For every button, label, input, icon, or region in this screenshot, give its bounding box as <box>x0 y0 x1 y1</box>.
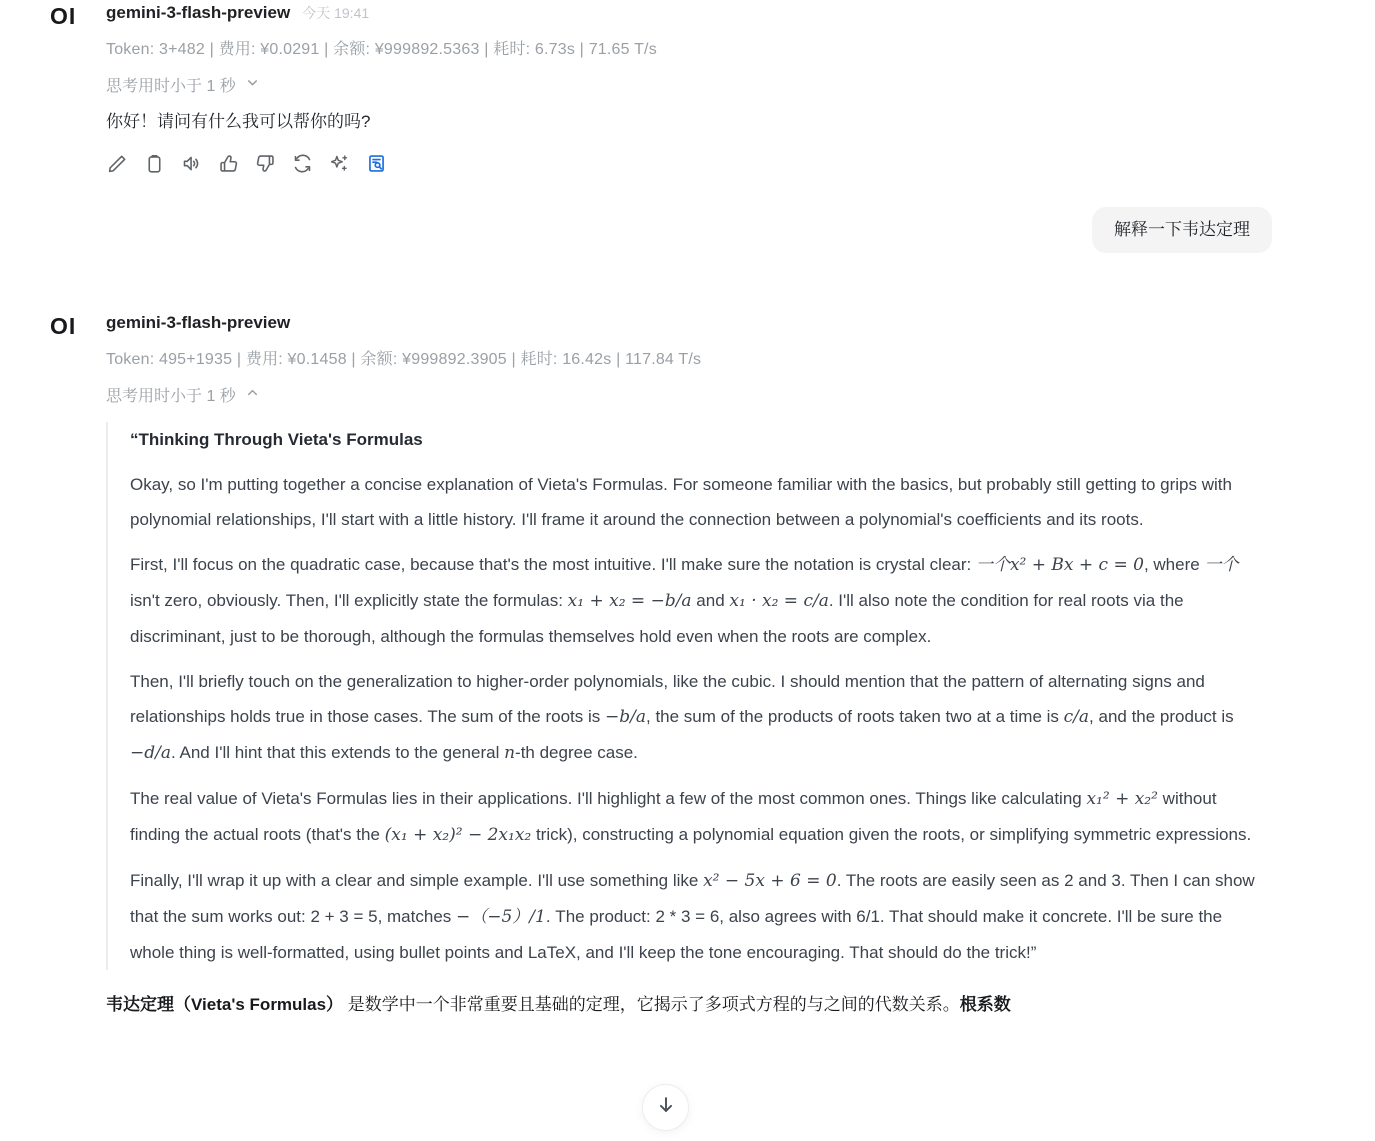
chevron-up-icon <box>245 385 260 405</box>
assistant-avatar: OI <box>50 313 77 339</box>
thinking-paragraph: Okay, so I'm putting together a concise explanation of Vieta's Formulas. For someone familiar with the basics, but probably still getting to grips with polynomial relationships, I'll start with a little history. I'll frame it around the connection between a polynomial's coefficients and its roots. <box>130 475 1232 529</box>
thinking-toggle[interactable] <box>106 73 260 96</box>
edit-icon[interactable] <box>106 152 128 174</box>
copy-icon[interactable] <box>143 152 165 174</box>
thinking-toggle[interactable] <box>106 383 260 406</box>
thinking-toggle-label: 思考用时小于 1 秒 <box>106 388 236 405</box>
thinking-paragraph: The real value of Vieta's Formulas lies in their applications. I'll highlight a few of the most common ones. Things like calculating x₁² + x₂² without finding the actual roots (that's the (x₁ + x₂)² − 2x₁x₂ trick), constructing a polynomial equation given the roots, or simplifying symmetric expressions. <box>130 789 1252 845</box>
thinking-title: “Thinking Through Vieta's Formulas <box>130 430 423 449</box>
model-name: gemini-3-flash-preview <box>106 3 291 22</box>
arrow-down-icon <box>655 1094 677 1121</box>
thinking-toggle-label: 思考用时小于 1 秒 <box>106 78 236 95</box>
thinking-paragraph: Then, I'll briefly touch on the generalization to higher-order polynomials, like the cubic. I should mention that the pattern of alternating signs and relationships holds true in those cases. The sum of the roots is −b/a, the sum of the products of roots taken two at a time is c/a, and the product is −d/a. And I'll hint that this extends to the general n-th degree case. <box>130 672 1234 763</box>
read-aloud-icon[interactable] <box>180 152 202 174</box>
model-name: gemini-3-flash-preview <box>106 313 291 332</box>
message-timestamp: 今天 19:41 <box>302 5 370 21</box>
thinking-paragraph: First, I'll focus on the quadratic case, because that's the most intuitive. I'll make sure the notation is crystal clear: 一个x² + Bx + c = 0, where 一个 isn't zero, obviously. Then, I'll explicitly state the formulas: x₁ + x₂ = −b/a and x₁ · x₂ = c/a. I'll also note the condition for real roots via the discriminant, just to be thorough, although the formulas themselves hold even when the roots are complex. <box>130 555 1239 646</box>
assistant-message-1 <box>50 2 1270 174</box>
user-message <box>1092 207 1272 253</box>
sparkles-icon[interactable] <box>328 152 350 174</box>
regenerate-icon[interactable] <box>291 152 313 174</box>
user-message-bubble: 解释一下韦达定理 <box>1092 207 1272 253</box>
thinking-content <box>106 422 1270 970</box>
answer-text: 韦达定理（Vieta's Formulas） 是数学中一个非常重要且基础的定理，它揭示了多项式方程的与之间的代数关系。根系数 <box>106 995 1011 1014</box>
chevron-down-icon <box>245 75 260 95</box>
message-header <box>106 312 1270 334</box>
message-actions <box>106 152 1270 174</box>
scroll-to-bottom-button[interactable] <box>642 1084 689 1131</box>
thumbs-down-icon[interactable] <box>254 152 276 174</box>
doc-search-icon[interactable] <box>365 152 387 174</box>
token-stats: Token: 495+1935 | 费用: ¥0.1458 | 余额: ¥999892.3905 | 耗时: 16.42s | 117.84 T/s <box>106 351 702 368</box>
token-stats: Token: 3+482 | 费用: ¥0.0291 | 余额: ¥999892.5363 | 耗时: 6.73s | 71.65 T/s <box>106 41 657 58</box>
message-header <box>106 2 1270 24</box>
thinking-paragraph: Finally, I'll wrap it up with a clear and simple example. I'll use something like x² − 5x + 6 = 0. The roots are easily seen as 2 and 3. Then I can show that the sum works out: 2 + 3 = 5, matches −（−5）/1. The product: 2 * 3 = 6, also agrees with 6/1. That should make it concrete. I'll be sure the whole thing is well-formatted, using bullet points and LaTeX, and I'll keep the tone encouraging. That should do the trick!” <box>130 871 1255 962</box>
assistant-avatar: OI <box>50 3 77 29</box>
assistant-message-2 <box>50 312 1270 1017</box>
assistant-message-text: 你好！请问有什么我可以帮你的吗? <box>106 112 371 131</box>
thumbs-up-icon[interactable] <box>217 152 239 174</box>
